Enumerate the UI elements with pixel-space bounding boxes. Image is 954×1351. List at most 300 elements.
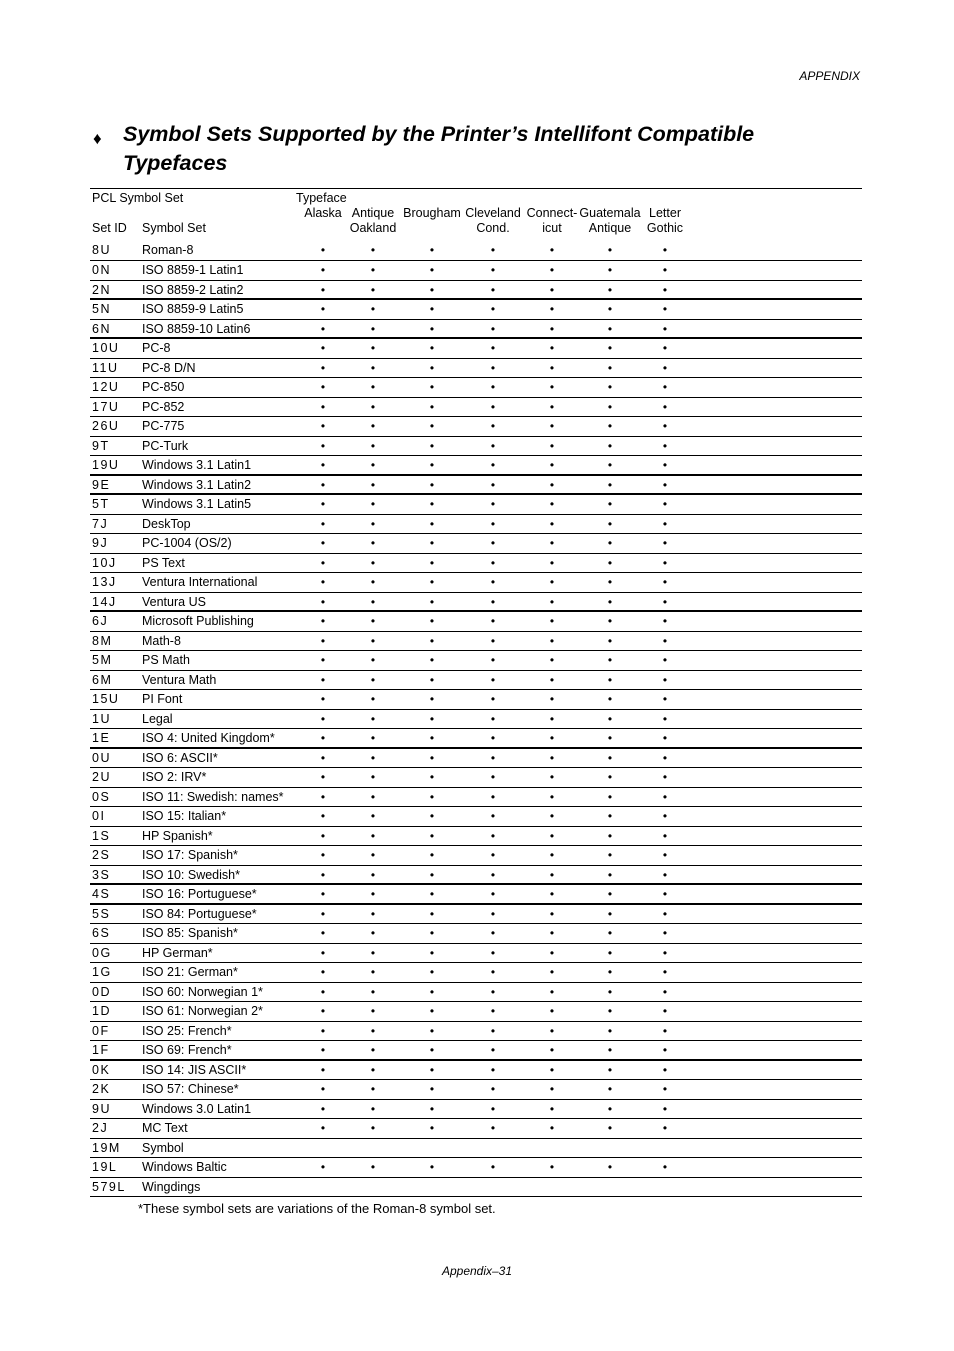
support-dot: •	[490, 867, 496, 882]
set-id: 6J	[92, 614, 109, 628]
set-id: 9U	[92, 1101, 111, 1116]
table-header	[90, 189, 862, 250]
column-header: Connect- icut	[526, 206, 578, 235]
support-dot: •	[429, 594, 435, 609]
support-dot: •	[429, 672, 435, 687]
support-dot: •	[320, 575, 326, 589]
support-dot: •	[662, 438, 668, 453]
symbol-set-name: PS Math	[142, 653, 190, 667]
set-id: 8U	[92, 243, 111, 257]
support-dot: •	[490, 789, 496, 804]
symbol-set-name: ISO 25: French*	[142, 1023, 232, 1038]
support-dot: •	[429, 516, 435, 531]
support-dot: •	[429, 750, 435, 765]
support-dot: •	[607, 1160, 613, 1174]
support-dot: •	[490, 1023, 496, 1038]
support-dot: •	[429, 536, 435, 550]
support-dot: •	[429, 828, 435, 843]
symbol-set-name: PC-Turk	[142, 438, 189, 453]
support-dot: •	[320, 594, 326, 609]
support-dot: •	[320, 945, 326, 960]
support-dot: •	[490, 1121, 496, 1135]
support-dot: •	[490, 594, 496, 609]
support-dot: •	[320, 789, 326, 804]
support-dot: •	[370, 1121, 376, 1135]
support-dot: •	[549, 848, 555, 862]
symbol-set-name: PC-8 D/N	[142, 360, 196, 375]
support-dot: •	[662, 906, 668, 921]
symbol-set-name: Windows 3.1 Latin2	[142, 477, 252, 492]
support-dot: •	[370, 633, 376, 648]
set-id: 1F	[92, 1043, 110, 1057]
support-dot: •	[490, 1062, 496, 1077]
support-dot: •	[607, 653, 613, 667]
support-dot: •	[607, 945, 613, 960]
set-id: 0I	[92, 809, 106, 823]
support-dot: •	[429, 867, 435, 882]
set-id: 9J	[92, 536, 109, 550]
support-dot: •	[429, 692, 435, 706]
symbol-set-name: Roman-8	[142, 243, 194, 257]
support-dot: •	[607, 789, 613, 804]
support-dot: •	[607, 984, 613, 999]
table-row	[90, 651, 862, 671]
support-dot: •	[549, 419, 555, 433]
support-dot: •	[370, 984, 376, 999]
support-dot: •	[607, 458, 613, 472]
support-dot: •	[607, 809, 613, 823]
table-row	[90, 885, 862, 905]
support-dot: •	[607, 692, 613, 706]
support-dot: •	[370, 341, 376, 355]
symbol-set-name: ISO 61: Norwegian 2*	[142, 1004, 263, 1018]
support-dot: •	[662, 263, 668, 277]
support-dot: •	[429, 906, 435, 921]
support-dot: •	[607, 321, 613, 336]
set-id: 19U	[92, 458, 120, 472]
support-dot: •	[549, 1101, 555, 1116]
set-id: 2N	[92, 282, 111, 297]
support-dot: •	[662, 711, 668, 726]
table-row	[90, 1080, 862, 1100]
support-dot: •	[549, 594, 555, 609]
support-dot: •	[549, 360, 555, 375]
support-dot: •	[549, 302, 555, 316]
support-dot: •	[662, 282, 668, 297]
running-header: APPENDIX	[799, 69, 860, 83]
support-dot: •	[370, 263, 376, 277]
set-id: 7J	[92, 516, 109, 531]
set-id: 19M	[92, 1140, 121, 1155]
support-dot: •	[607, 1121, 613, 1135]
support-dot: •	[607, 438, 613, 453]
support-dot: •	[370, 302, 376, 316]
table-row	[90, 456, 862, 476]
support-dot: •	[662, 887, 668, 901]
support-dot: •	[320, 477, 326, 492]
support-dot: •	[549, 1062, 555, 1077]
support-dot: •	[549, 711, 555, 726]
support-dot: •	[429, 419, 435, 433]
support-dot: •	[662, 672, 668, 687]
support-dot: •	[549, 516, 555, 531]
support-dot: •	[607, 711, 613, 726]
column-header: Cleveland Cond.	[465, 206, 521, 235]
support-dot: •	[320, 1043, 326, 1057]
set-id: 8M	[92, 633, 113, 648]
support-dot: •	[370, 516, 376, 531]
column-header: Guatemala Antique	[579, 206, 641, 235]
support-dot: •	[370, 1101, 376, 1116]
support-dot: •	[370, 614, 376, 628]
support-dot: •	[320, 399, 326, 414]
symbol-set-name: ISO 8859-1 Latin1	[142, 263, 244, 277]
support-dot: •	[429, 984, 435, 999]
support-dot: •	[607, 360, 613, 375]
support-dot: •	[607, 243, 613, 257]
set-id: 579L	[92, 1179, 126, 1194]
support-dot: •	[320, 711, 326, 726]
table-row	[90, 398, 862, 418]
support-dot: •	[429, 711, 435, 726]
support-dot: •	[549, 1023, 555, 1038]
set-id: 2S	[92, 848, 111, 862]
support-dot: •	[370, 282, 376, 297]
support-dot: •	[607, 867, 613, 882]
support-dot: •	[607, 282, 613, 297]
support-dot: •	[490, 1101, 496, 1116]
support-dot: •	[429, 497, 435, 511]
support-dot: •	[429, 809, 435, 823]
support-dot: •	[607, 965, 613, 979]
symbol-set-name: ISO 8859-2 Latin2	[142, 282, 244, 297]
support-dot: •	[549, 672, 555, 687]
support-dot: •	[607, 750, 613, 765]
table-row	[90, 1022, 862, 1042]
support-dot: •	[607, 926, 613, 940]
table-row	[90, 476, 862, 496]
symbol-set-name: ISO 85: Spanish*	[142, 926, 238, 940]
support-dot: •	[490, 438, 496, 453]
support-dot: •	[549, 536, 555, 550]
set-id: 10J	[92, 555, 117, 570]
support-dot: •	[429, 614, 435, 628]
symbol-set-name: PI Font	[142, 692, 183, 706]
support-dot: •	[320, 809, 326, 823]
support-dot: •	[607, 516, 613, 531]
support-dot: •	[549, 633, 555, 648]
table-row	[90, 807, 862, 827]
support-dot: •	[370, 828, 376, 843]
support-dot: •	[607, 1043, 613, 1057]
support-dot: •	[490, 360, 496, 375]
page-number: Appendix–31	[441, 1264, 513, 1278]
support-dot: •	[662, 477, 668, 492]
support-dot: •	[320, 1062, 326, 1077]
symbol-set-name: ISO 17: Spanish*	[142, 848, 238, 862]
support-dot: •	[490, 887, 496, 901]
footnote: *These symbol sets are variations of the Roman-8 symbol set.	[138, 1201, 496, 1216]
support-dot: •	[370, 750, 376, 765]
support-dot: •	[370, 555, 376, 570]
symbol-set-name: Windows 3.0 Latin1	[142, 1101, 252, 1116]
support-dot: •	[429, 770, 435, 784]
support-dot: •	[662, 341, 668, 355]
support-dot: •	[549, 906, 555, 921]
support-dot: •	[662, 1121, 668, 1135]
symbol-set-name: Ventura International	[142, 575, 258, 589]
support-dot: •	[662, 750, 668, 765]
symbol-set-name: Symbol	[142, 1140, 184, 1155]
table-row	[90, 243, 862, 261]
symbol-set-name: Windows Baltic	[142, 1160, 227, 1174]
set-id: 10U	[92, 341, 120, 355]
table-row	[90, 710, 862, 730]
support-dot: •	[662, 809, 668, 823]
support-dot: •	[429, 243, 435, 257]
table-row	[90, 300, 862, 320]
support-dot: •	[662, 945, 668, 960]
support-dot: •	[320, 243, 326, 257]
support-dot: •	[429, 887, 435, 901]
support-dot: •	[607, 1004, 613, 1018]
support-dot: •	[320, 828, 326, 843]
support-dot: •	[549, 731, 555, 745]
support-dot: •	[320, 614, 326, 628]
table-row	[90, 554, 862, 574]
support-dot: •	[662, 321, 668, 336]
table-row	[90, 359, 862, 379]
support-dot: •	[320, 516, 326, 531]
support-dot: •	[429, 945, 435, 960]
support-dot: •	[549, 750, 555, 765]
set-id: 0N	[92, 263, 111, 277]
set-id: 9E	[92, 477, 111, 492]
set-id: 1G	[92, 965, 112, 979]
support-dot: •	[370, 906, 376, 921]
support-dot: •	[490, 926, 496, 940]
section-title-text: Symbol Sets Supported by the Printer’s Intellifont Compatible Typefaces	[123, 122, 755, 175]
support-dot: •	[320, 1101, 326, 1116]
support-dot: •	[370, 711, 376, 726]
support-dot: •	[490, 633, 496, 648]
support-dot: •	[490, 477, 496, 492]
table-row	[90, 1041, 862, 1061]
set-id: 11U	[92, 360, 119, 375]
support-dot: •	[490, 321, 496, 336]
symbol-set-name: Ventura Math	[142, 672, 217, 687]
support-dot: •	[607, 575, 613, 589]
set-id: 5M	[92, 653, 113, 667]
support-dot: •	[370, 477, 376, 492]
symbol-set-name: Legal	[142, 711, 173, 726]
support-dot: •	[320, 360, 326, 375]
support-dot: •	[429, 965, 435, 979]
support-dot: •	[429, 1062, 435, 1077]
support-dot: •	[549, 477, 555, 492]
support-dot: •	[370, 887, 376, 901]
support-dot: •	[549, 458, 555, 472]
symbol-set-name: ISO 16: Portuguese*	[142, 887, 257, 901]
support-dot: •	[429, 1121, 435, 1135]
support-dot: •	[549, 1121, 555, 1135]
symbol-set-name: PC-8	[142, 341, 171, 355]
symbol-set-name: HP German*	[142, 945, 213, 960]
support-dot: •	[320, 692, 326, 706]
support-dot: •	[429, 1160, 435, 1174]
symbol-set-name: PC-1004 (OS/2)	[142, 536, 232, 550]
support-dot: •	[320, 555, 326, 570]
support-dot: •	[320, 497, 326, 511]
support-dot: •	[549, 828, 555, 843]
support-dot: •	[662, 614, 668, 628]
set-id: 2U	[92, 770, 111, 784]
set-id: 1S	[92, 828, 111, 843]
table-row	[90, 515, 862, 535]
column-header: Letter Gothic	[646, 206, 684, 235]
table-row	[90, 944, 862, 964]
support-dot: •	[429, 302, 435, 316]
symbol-set-name: Windows 3.1 Latin1	[142, 458, 252, 472]
support-dot: •	[549, 984, 555, 999]
support-dot: •	[607, 594, 613, 609]
set-id: 14J	[92, 594, 117, 609]
symbol-set-name: ISO 4: United Kingdom*	[142, 731, 275, 745]
support-dot: •	[607, 536, 613, 550]
typeface-label: Typeface	[296, 191, 347, 205]
symbol-set-name: ISO 6: ASCII*	[142, 750, 218, 765]
support-dot: •	[490, 380, 496, 394]
symbol-set-name: ISO 8859-10 Latin6	[142, 321, 251, 336]
set-id: 1D	[92, 1004, 111, 1018]
table-row	[90, 827, 862, 847]
table-row	[90, 729, 862, 749]
support-dot: •	[320, 926, 326, 940]
support-dot: •	[662, 536, 668, 550]
support-dot: •	[607, 341, 613, 355]
support-dot: •	[370, 1082, 376, 1096]
support-dot: •	[490, 1160, 496, 1174]
support-dot: •	[490, 1043, 496, 1057]
support-dot: •	[490, 984, 496, 999]
support-dot: •	[370, 789, 376, 804]
support-dot: •	[490, 575, 496, 589]
support-dot: •	[607, 906, 613, 921]
support-dot: •	[490, 692, 496, 706]
support-dot: •	[429, 341, 435, 355]
table-row	[90, 924, 862, 944]
support-dot: •	[320, 263, 326, 277]
support-dot: •	[429, 263, 435, 277]
symbol-set-name: PC-850	[142, 380, 185, 394]
support-dot: •	[607, 399, 613, 414]
support-dot: •	[490, 750, 496, 765]
symbol-set-table	[90, 188, 862, 1197]
support-dot: •	[549, 692, 555, 706]
support-dot: •	[549, 321, 555, 336]
set-id: 5S	[92, 906, 111, 921]
support-dot: •	[320, 731, 326, 745]
support-dot: •	[662, 380, 668, 394]
support-dot: •	[662, 243, 668, 257]
support-dot: •	[607, 1023, 613, 1038]
set-id: 6S	[92, 926, 111, 940]
set-id: 2K	[92, 1082, 111, 1096]
support-dot: •	[549, 867, 555, 882]
support-dot: •	[429, 1101, 435, 1116]
support-dot: •	[320, 672, 326, 687]
support-dot: •	[320, 458, 326, 472]
support-dot: •	[662, 360, 668, 375]
support-dot: •	[607, 555, 613, 570]
support-dot: •	[370, 945, 376, 960]
support-dot: •	[370, 536, 376, 550]
support-dot: •	[662, 516, 668, 531]
table-row	[90, 866, 862, 886]
support-dot: •	[370, 419, 376, 433]
set-id: 0K	[92, 1062, 111, 1077]
support-dot: •	[429, 438, 435, 453]
symbol-set-name: PC-775	[142, 419, 185, 433]
symbol-set-name: ISO 69: French*	[142, 1043, 232, 1057]
support-dot: •	[320, 1023, 326, 1038]
table-row	[90, 983, 862, 1003]
set-id: 5T	[92, 497, 110, 511]
support-dot: •	[607, 419, 613, 433]
support-dot: •	[662, 867, 668, 882]
support-dot: •	[662, 1160, 668, 1174]
support-dot: •	[370, 770, 376, 784]
support-dot: •	[662, 828, 668, 843]
support-dot: •	[662, 1101, 668, 1116]
support-dot: •	[490, 458, 496, 472]
support-dot: •	[320, 321, 326, 336]
support-dot: •	[370, 399, 376, 414]
table-row	[90, 768, 862, 788]
set-id: 6N	[92, 321, 111, 336]
table-row	[90, 671, 862, 691]
table-row	[90, 261, 862, 281]
support-dot: •	[549, 1043, 555, 1057]
support-dot: •	[607, 1082, 613, 1096]
set-id: 1E	[92, 731, 111, 745]
symbol-set-name: Wingdings	[142, 1179, 201, 1194]
support-dot: •	[490, 848, 496, 862]
support-dot: •	[370, 848, 376, 862]
set-id-header: Set ID	[92, 221, 127, 235]
support-dot: •	[370, 1004, 376, 1018]
support-dot: •	[320, 380, 326, 394]
support-dot: •	[607, 380, 613, 394]
support-dot: •	[429, 1043, 435, 1057]
support-dot: •	[490, 282, 496, 297]
support-dot: •	[490, 399, 496, 414]
support-dot: •	[370, 1062, 376, 1077]
support-dot: •	[607, 497, 613, 511]
support-dot: •	[490, 731, 496, 745]
support-dot: •	[490, 419, 496, 433]
support-dot: •	[320, 984, 326, 999]
support-dot: •	[320, 1004, 326, 1018]
support-dot: •	[429, 282, 435, 297]
column-header: Alaska	[304, 206, 342, 220]
support-dot: •	[370, 243, 376, 257]
support-dot: •	[549, 809, 555, 823]
symbol-set-name: Math-8	[142, 633, 181, 648]
set-id: 0F	[92, 1023, 110, 1038]
support-dot: •	[490, 614, 496, 628]
symbol-set-name: Microsoft Publishing	[142, 614, 254, 628]
